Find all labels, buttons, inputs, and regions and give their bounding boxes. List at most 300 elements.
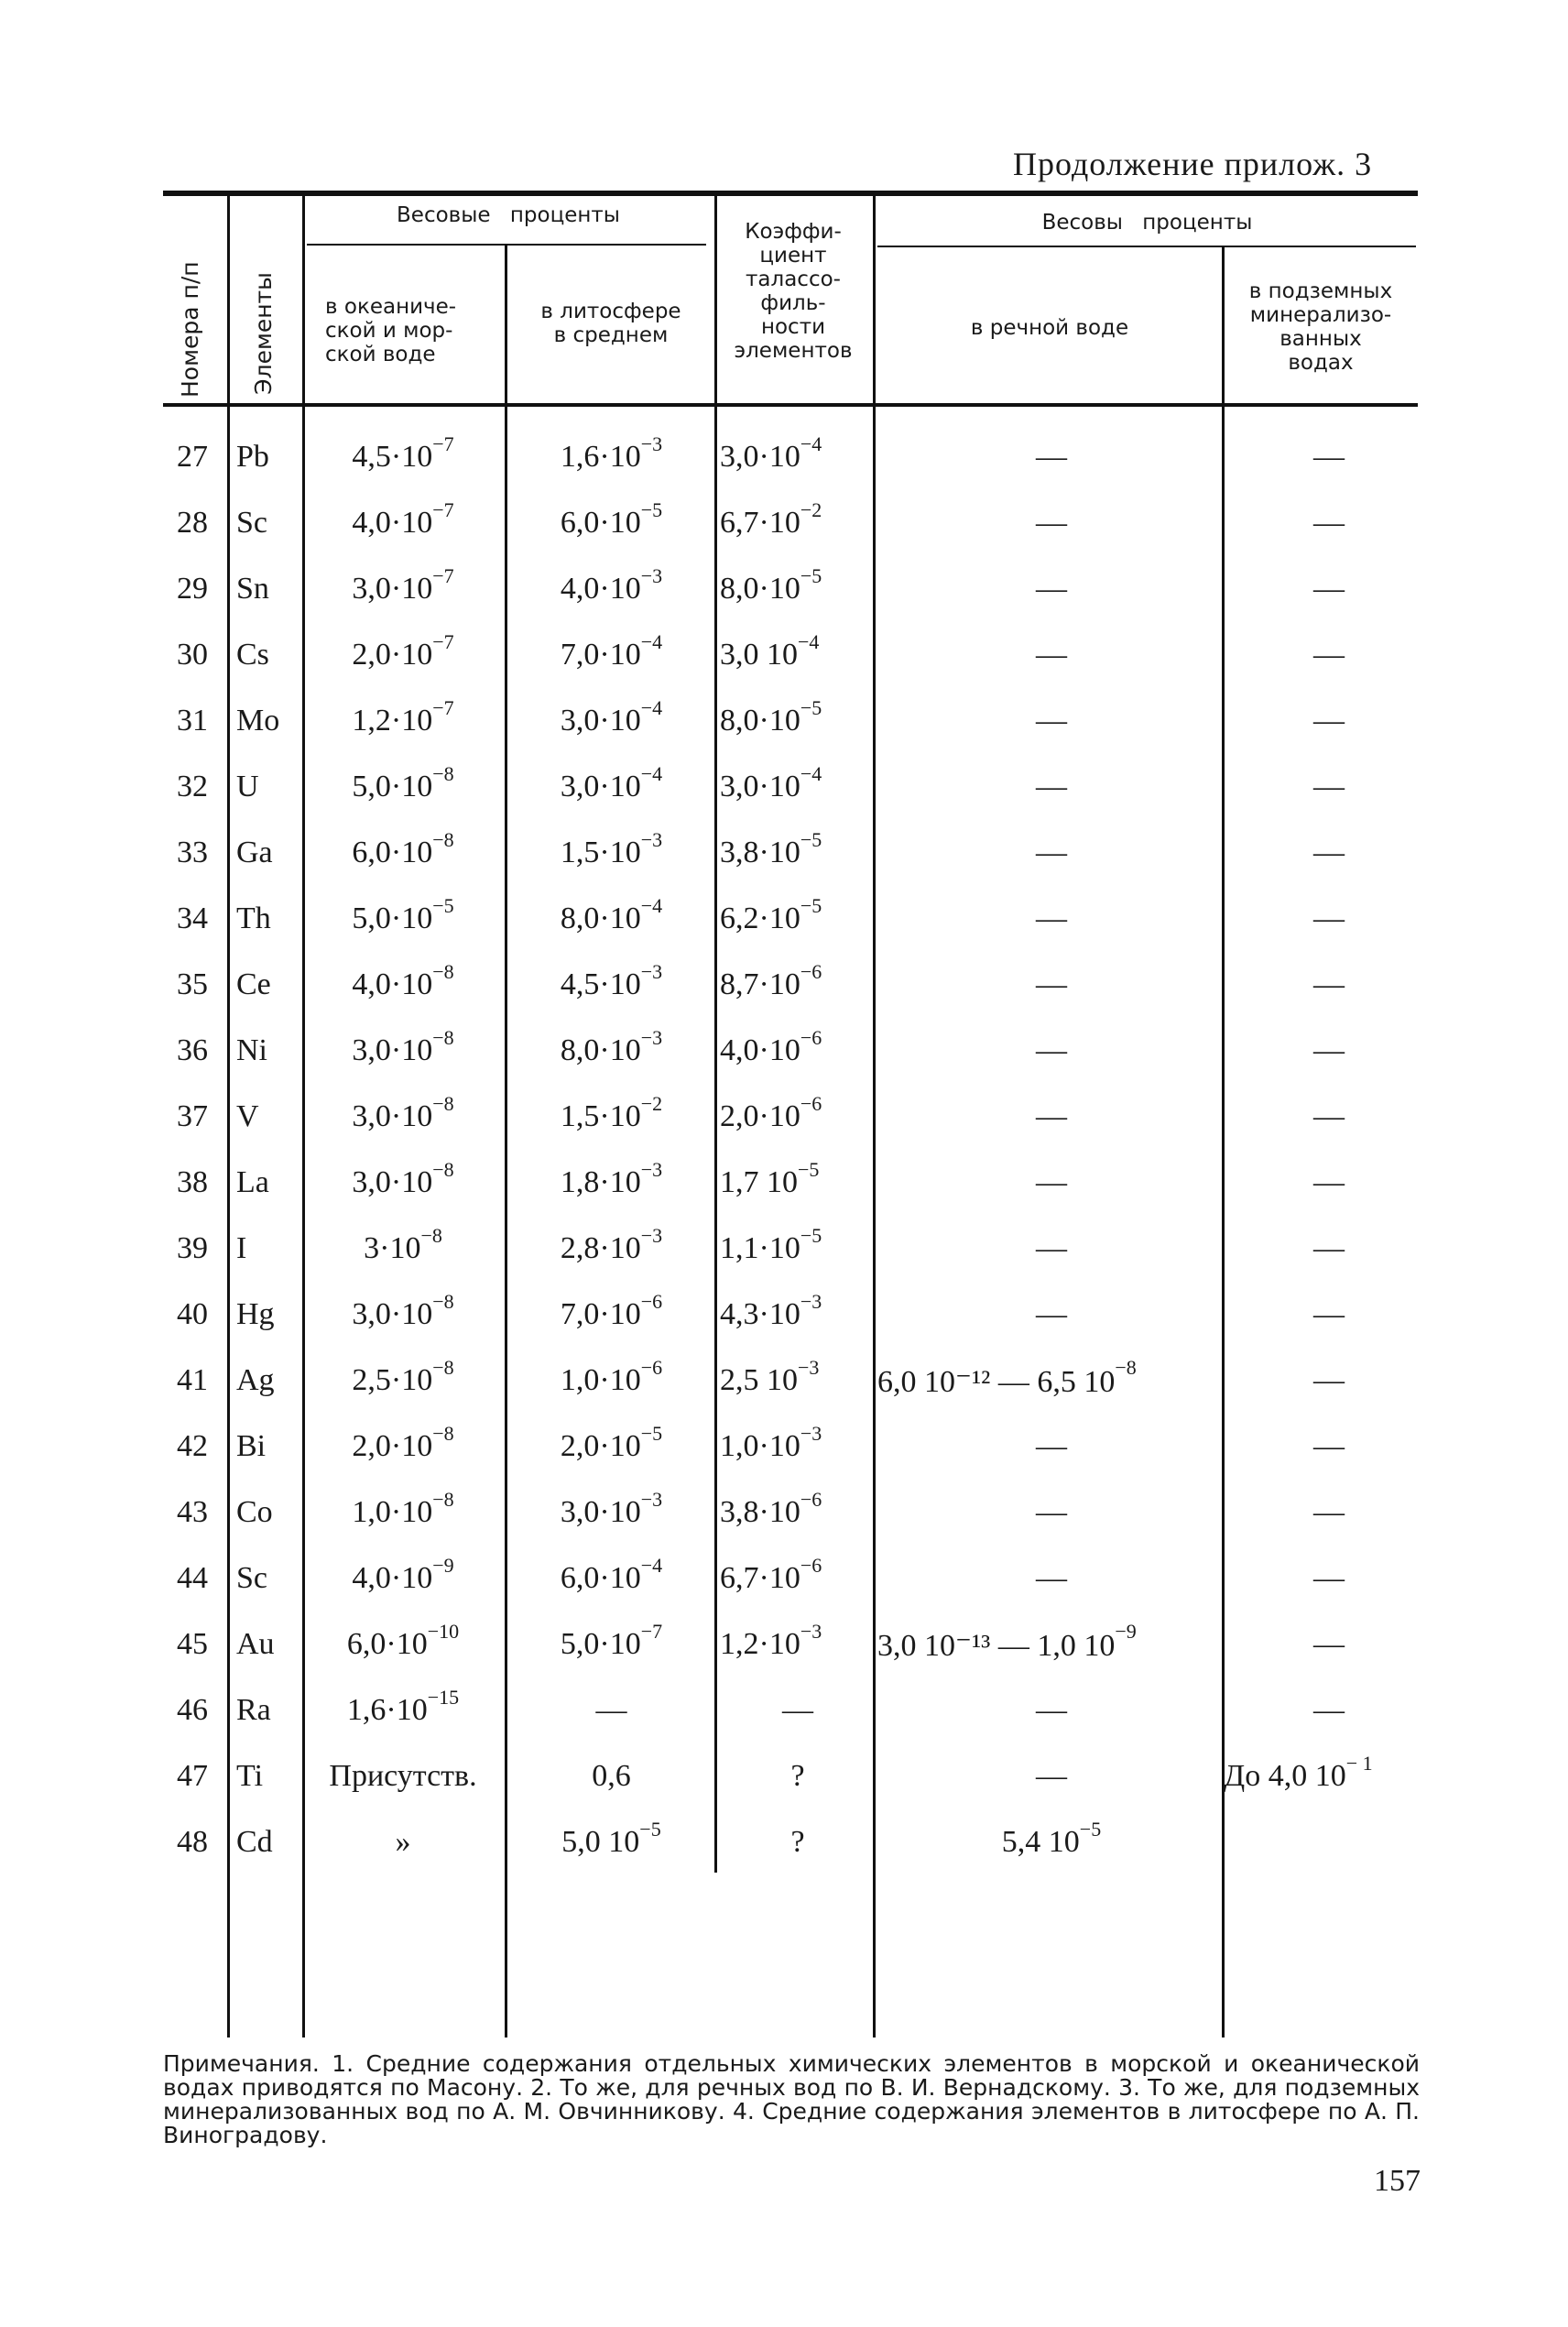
cell-number: 30 [177,638,208,672]
cell-element: La [236,1165,269,1199]
cell-ground-value: — [1313,1693,1345,1727]
cell-ocean-exponent: −7 [432,498,454,521]
cell-ground [1224,1165,1434,1200]
cell-litho [508,498,714,541]
cell-ocean [302,432,504,475]
cell-coef [720,1092,876,1134]
cell-river-value: — [1036,638,1067,672]
cell-coef [720,1290,876,1332]
cell-coef [720,1026,876,1068]
table-row [0,1356,1568,1429]
cell-ground-value: — [1313,770,1345,803]
cell-ocean-value: 6,0·10 [352,836,433,869]
cell-number: 31 [177,704,208,737]
header-river: в речной воде [970,316,1129,340]
cell-ocean [302,1422,504,1464]
rule-weight-2 [877,246,1416,247]
cell-ocean-value: 2,0·10 [352,638,433,672]
cell-coef-exponent: −6 [800,1488,822,1511]
cell-litho [508,1026,714,1068]
cell-river-value: — [1036,967,1067,1001]
cell-ocean-exponent: −8 [432,960,454,983]
cell-coef [720,1488,876,1530]
cell-river-value: 6,0 10⁻¹² — 6,5 10 [877,1365,1116,1399]
cell-litho-value: 3,0·10 [560,770,641,803]
cell-ocean-value: 2,0·10 [352,1429,433,1463]
cell-element: Mo [236,704,280,737]
table-row [0,432,1568,506]
cell-litho [508,630,714,672]
cell-river-value: 5,4 10 [1001,1825,1080,1859]
cell-litho [508,828,714,870]
cell-coef [720,696,876,738]
cell-ground-value: — [1313,836,1345,869]
cell-ground-value: — [1313,572,1345,606]
cell-ocean [302,894,504,936]
cell-river-exponent: −5 [1079,1818,1102,1841]
cell-number: 43 [177,1495,208,1529]
cell-element: Bi [236,1429,267,1463]
table-row [0,1026,1568,1099]
cell-coef-value: 1,7 10 [720,1165,798,1199]
cell-ocean-exponent: −7 [432,432,454,455]
table-row [0,762,1568,836]
cell-coef-exponent: −3 [800,1620,822,1643]
cell-ground-value: — [1313,1363,1345,1397]
cell-element: Ni [236,1033,267,1067]
cell-litho-exponent: −5 [640,1422,663,1445]
cell-coef-exponent: −3 [798,1356,820,1379]
cell-litho-exponent: −6 [640,1290,663,1313]
cell-ground [1224,1033,1434,1068]
table-row [0,828,1568,901]
cell-ground [1224,1693,1434,1728]
cell-ground-value: — [1313,1297,1345,1331]
cell-ocean [302,1356,504,1398]
cell-river [877,440,1225,475]
cell-river-exponent: −9 [1115,1620,1137,1643]
cell-coef [720,1759,876,1794]
cell-ocean-exponent: −8 [432,1356,454,1379]
cell-element: Ti [236,1759,264,1793]
cell-ocean-value: 4,0·10 [352,1561,433,1595]
cell-ground [1224,1429,1434,1464]
cell-litho-exponent: −6 [640,1356,663,1379]
cell-ocean-exponent: −8 [432,1290,454,1313]
cell-ground-value: — [1313,704,1345,737]
cell-ocean-exponent: −7 [432,564,454,587]
cell-litho-value: 0,6 [592,1759,631,1793]
table-row [0,696,1568,770]
cell-litho-value: 1,5·10 [560,836,641,869]
cell-river-value: — [1036,1033,1067,1067]
cell-coef-value: 1,2·10 [720,1627,800,1661]
table-row [0,1488,1568,1561]
cell-river-value: — [1036,1759,1067,1793]
page-number: 157 [1374,2164,1421,2198]
cell-element: Au [236,1627,275,1661]
cell-ocean-value: 6,0·10 [346,1627,428,1661]
cell-coef-value: 4,3·10 [720,1297,800,1331]
cell-element: Hg [236,1297,275,1331]
cell-ocean-exponent: −7 [432,630,454,653]
cell-element: Th [236,901,271,935]
table-row [0,1092,1568,1165]
table-row [0,1818,1568,1891]
cell-coef-exponent: −5 [798,1158,820,1181]
cell-coef-exponent: −6 [800,1554,822,1577]
table-row [0,1554,1568,1627]
cell-coef [720,1422,876,1464]
cell-litho-value: 2,0·10 [560,1429,641,1463]
cell-litho [508,564,714,606]
cell-river [877,1495,1225,1530]
cell-river-value: — [1036,506,1067,540]
cell-ground-exponent: − 1 [1345,1752,1373,1775]
table-row [0,1224,1568,1297]
header-weight-percent-1: Весовые проценты [397,203,620,227]
cell-litho-value: 7,0·10 [560,1297,641,1331]
table-row [0,1752,1568,1825]
cell-river-value: — [1036,770,1067,803]
cell-element: Co [236,1495,273,1529]
cell-river [877,836,1225,870]
cell-coef [720,828,876,870]
cell-river-value: — [1036,901,1067,935]
cell-ground [1224,638,1434,672]
cell-ground [1224,967,1434,1002]
cell-ocean [302,1620,504,1662]
cell-ocean-value: 4,5·10 [352,440,433,474]
cell-litho [508,1488,714,1530]
cell-litho [508,894,714,936]
cell-litho-value: 5,0 10 [561,1825,640,1859]
cell-ground [1224,506,1434,541]
cell-ocean [302,1026,504,1068]
cell-river-value: 3,0 10⁻¹³ — 1,0 10 [877,1629,1116,1663]
cell-number: 40 [177,1297,208,1331]
cell-litho-value: 1,0·10 [560,1363,641,1397]
cell-ground [1224,1099,1434,1134]
cell-coef-value: — [782,1693,813,1727]
cell-coef-value: 6,7·10 [720,1561,800,1595]
cell-ground-value: — [1313,1495,1345,1529]
cell-ground-value: — [1313,638,1345,672]
cell-ocean-exponent: −10 [427,1620,460,1643]
table-row [0,960,1568,1033]
header-ground: в подземных минерализо- ванных водах [1248,279,1393,375]
cell-ocean [302,1290,504,1332]
cell-litho-value: 6,0·10 [560,506,641,540]
cell-coef-value: 1,1·10 [720,1231,800,1265]
table-row [0,564,1568,638]
cell-number: 33 [177,836,208,869]
cell-coef-value: 3,0·10 [720,440,800,474]
cell-litho [508,696,714,738]
cell-coef [720,630,876,672]
cell-river [877,1693,1225,1728]
header-weight-percent-2: Весовы проценты [1041,211,1253,235]
cell-river-value: — [1036,1561,1067,1595]
cell-coef [720,432,876,475]
cell-coef [720,1693,876,1728]
table-top-rule [163,191,1418,196]
cell-coef [720,1825,876,1860]
cell-ocean [302,1686,504,1728]
cell-litho-exponent: −3 [640,1026,663,1049]
cell-ground-value: — [1313,1165,1345,1199]
cell-litho-exponent: −3 [640,828,663,851]
cell-ocean-exponent: −9 [432,1554,454,1577]
cell-river-value: — [1036,572,1067,606]
cell-river [877,1620,1225,1664]
cell-coef-exponent: −5 [800,828,822,851]
cell-ground [1224,572,1434,606]
cell-element: Ga [236,836,273,869]
cell-coef-value: 8,7·10 [720,967,800,1001]
cell-element: Ag [236,1363,275,1397]
table-row [0,1686,1568,1759]
cell-ocean-value: » [395,1825,411,1859]
cell-river-value: — [1036,1099,1067,1133]
cell-ocean-value: 1,2·10 [352,704,433,737]
cell-number: 44 [177,1561,208,1595]
cell-ground [1224,1495,1434,1530]
cell-coef-exponent: −6 [800,960,822,983]
cell-ocean-exponent: −8 [420,1224,442,1247]
cell-litho-value: 1,6·10 [560,440,641,474]
cell-ocean-exponent: −8 [432,1026,454,1049]
cell-coef-value: 2,0·10 [720,1099,800,1133]
cell-river [877,1165,1225,1200]
cell-litho [508,432,714,475]
cell-ground-value: — [1313,1561,1345,1595]
cell-ground [1224,1752,1434,1794]
table-row [0,1158,1568,1231]
cell-number: 36 [177,1033,208,1067]
cell-number: 48 [177,1825,208,1859]
cell-litho-exponent: −4 [640,894,663,917]
cell-litho-value: 4,5·10 [560,967,641,1001]
cell-coef-value: 2,5 10 [720,1363,798,1397]
cell-ocean [302,1158,504,1200]
cell-coef-value: 3,8·10 [720,1495,800,1529]
cell-ground [1224,440,1434,475]
cell-litho-exponent: −7 [640,1620,663,1643]
cell-element: Sc [236,506,267,540]
cell-ocean-exponent: −8 [432,1422,454,1445]
cell-litho-exponent: −3 [640,564,663,587]
cell-ocean [302,1759,504,1794]
cell-litho-exponent: −3 [640,1158,663,1181]
cell-number: 37 [177,1099,208,1133]
cell-coef-value: 3,0 10 [720,638,798,672]
cell-ground [1224,704,1434,738]
cell-litho-exponent: −4 [640,630,663,653]
cell-ocean [302,1092,504,1134]
cell-litho-value: 8,0·10 [560,901,641,935]
cell-ocean-value: 1,0·10 [352,1495,433,1529]
header-bottom-rule [163,403,1418,407]
cell-river [877,506,1225,541]
cell-river [877,1759,1225,1794]
cell-litho [508,1224,714,1266]
cell-ground-value: — [1313,967,1345,1001]
cell-ocean [302,762,504,804]
cell-litho-value: 8,0·10 [560,1033,641,1067]
cell-coef-exponent: −3 [800,1422,822,1445]
cell-river-value: — [1036,1231,1067,1265]
cell-ocean-value: 3,0·10 [352,1033,433,1067]
cell-coef-value: 6,7·10 [720,506,800,540]
cell-ocean-exponent: −15 [427,1686,460,1709]
cell-number: 27 [177,440,208,474]
cell-coef-value: ? [790,1759,805,1793]
cell-coef-exponent: −5 [800,564,822,587]
cell-ocean-value: 3,0·10 [352,1099,433,1133]
cell-ground [1224,836,1434,870]
cell-ocean-exponent: −5 [432,894,454,917]
cell-litho-value: 7,0·10 [560,638,641,672]
cell-ocean-value: 4,0·10 [352,967,433,1001]
cell-coef-exponent: −6 [800,1092,822,1115]
cell-coef [720,762,876,804]
cell-ocean-exponent: −8 [432,828,454,851]
cell-litho-exponent: −3 [640,960,663,983]
cell-ocean [302,1554,504,1596]
cell-element: Sn [236,572,269,606]
cell-litho-value: 4,0·10 [560,572,641,606]
cell-number: 42 [177,1429,208,1463]
header-ocean: в океаниче- ской и мор- ской воде [325,295,457,366]
cell-ocean [302,1488,504,1530]
table-row [0,894,1568,967]
header-coef: Коэффи- циент талассо- филь- ности элементов [734,220,853,363]
cell-ocean-value: 1,6·10 [346,1693,428,1727]
cell-litho [508,1290,714,1332]
notes: Примечания. 1. Средние содержания отдельных химических элементов в морской и океанической водах приводятся по Масону. 2. То же, для речных вод по В. И. Вернадскому. 3. То же, для подземных минерализованных вод по А. М. Овчинникову. 4. Средние содержания элементов в литосфере по А. П. Виноградову. [163,2050,1420,2148]
header-litho: в литосфере в среднем [540,300,681,347]
cell-element: Ce [236,967,271,1001]
cell-river-value: — [1036,704,1067,737]
cell-element: V [236,1099,259,1133]
cell-ocean [302,498,504,541]
cell-ocean [302,696,504,738]
cell-ocean-value: 5,0·10 [352,770,433,803]
cell-coef-value: ? [790,1825,805,1859]
cell-litho-value: 2,8·10 [560,1231,641,1265]
cell-river [877,1297,1225,1332]
cell-ground [1224,1297,1434,1332]
cell-coef-value: 3,8·10 [720,836,800,869]
cell-litho [508,1158,714,1200]
cell-river [877,901,1225,936]
cell-river [877,1429,1225,1464]
cell-coef-value: 8,0·10 [720,572,800,606]
cell-litho [508,1422,714,1464]
cell-coef-exponent: −6 [800,1026,822,1049]
cell-coef-value: 1,0·10 [720,1429,800,1463]
cell-litho-value: 5,0·10 [560,1627,641,1661]
cell-litho-value: 6,0·10 [560,1561,641,1595]
cell-ocean-exponent: −8 [432,1092,454,1115]
cell-number: 45 [177,1627,208,1661]
cell-element: Sc [236,1561,267,1595]
cell-ocean [302,828,504,870]
cell-number: 41 [177,1363,208,1397]
cell-number: 29 [177,572,208,606]
table-row [0,1422,1568,1495]
cell-ocean-value: 3,0·10 [352,572,433,606]
cell-number: 28 [177,506,208,540]
cell-ground-value: — [1313,1033,1345,1067]
cell-ocean [302,630,504,672]
cell-coef [720,498,876,541]
cell-ocean-value: 5,0·10 [352,901,433,935]
cell-ground-value: — [1313,1231,1345,1265]
cell-ground-value: — [1313,1429,1345,1463]
cell-ground [1224,1363,1434,1398]
cell-ocean [302,564,504,606]
table-row [0,1290,1568,1363]
cell-river [877,967,1225,1002]
table-row [0,1620,1568,1693]
cell-element: I [236,1231,247,1265]
cell-ocean-value: 3,0·10 [352,1297,433,1331]
cell-river [877,1231,1225,1266]
cell-ocean [302,1825,504,1860]
cell-ocean-exponent: −8 [432,1158,454,1181]
cell-coef-exponent: −4 [800,432,822,455]
cell-ocean-exponent: −8 [432,1488,454,1511]
cell-litho [508,960,714,1002]
cell-litho-exponent: −4 [640,1554,663,1577]
cell-coef-value: 3,0·10 [720,770,800,803]
cell-coef-exponent: −4 [800,762,822,785]
cell-coef [720,1356,876,1398]
cell-coef [720,1158,876,1200]
cell-number: 32 [177,770,208,803]
cell-coef [720,564,876,606]
cell-coef-exponent: −3 [800,1290,822,1313]
cell-element: Cs [236,638,269,672]
cell-litho [508,1693,714,1728]
cell-litho [508,1620,714,1662]
cell-ocean [302,960,504,1002]
cell-coef [720,1620,876,1662]
cell-number: 46 [177,1693,208,1727]
cell-river [877,572,1225,606]
cell-litho [508,762,714,804]
cell-litho-exponent: −5 [640,498,663,521]
cell-ground [1224,1627,1434,1662]
cell-ground [1224,901,1434,936]
cell-litho-exponent: −4 [640,762,663,785]
cell-number: 47 [177,1759,208,1793]
cell-river [877,1099,1225,1134]
cell-ocean-value: Присутств. [329,1759,477,1793]
cell-litho-exponent: −3 [640,1224,663,1247]
cell-coef [720,1224,876,1266]
cell-ground-value: — [1313,440,1345,474]
cell-river-value: — [1036,1429,1067,1463]
cell-coef-exponent: −5 [800,696,822,719]
cell-coef [720,960,876,1002]
cell-river [877,1356,1225,1400]
cell-river-value: — [1036,440,1067,474]
cell-coef [720,1554,876,1596]
cell-element: U [236,770,259,803]
